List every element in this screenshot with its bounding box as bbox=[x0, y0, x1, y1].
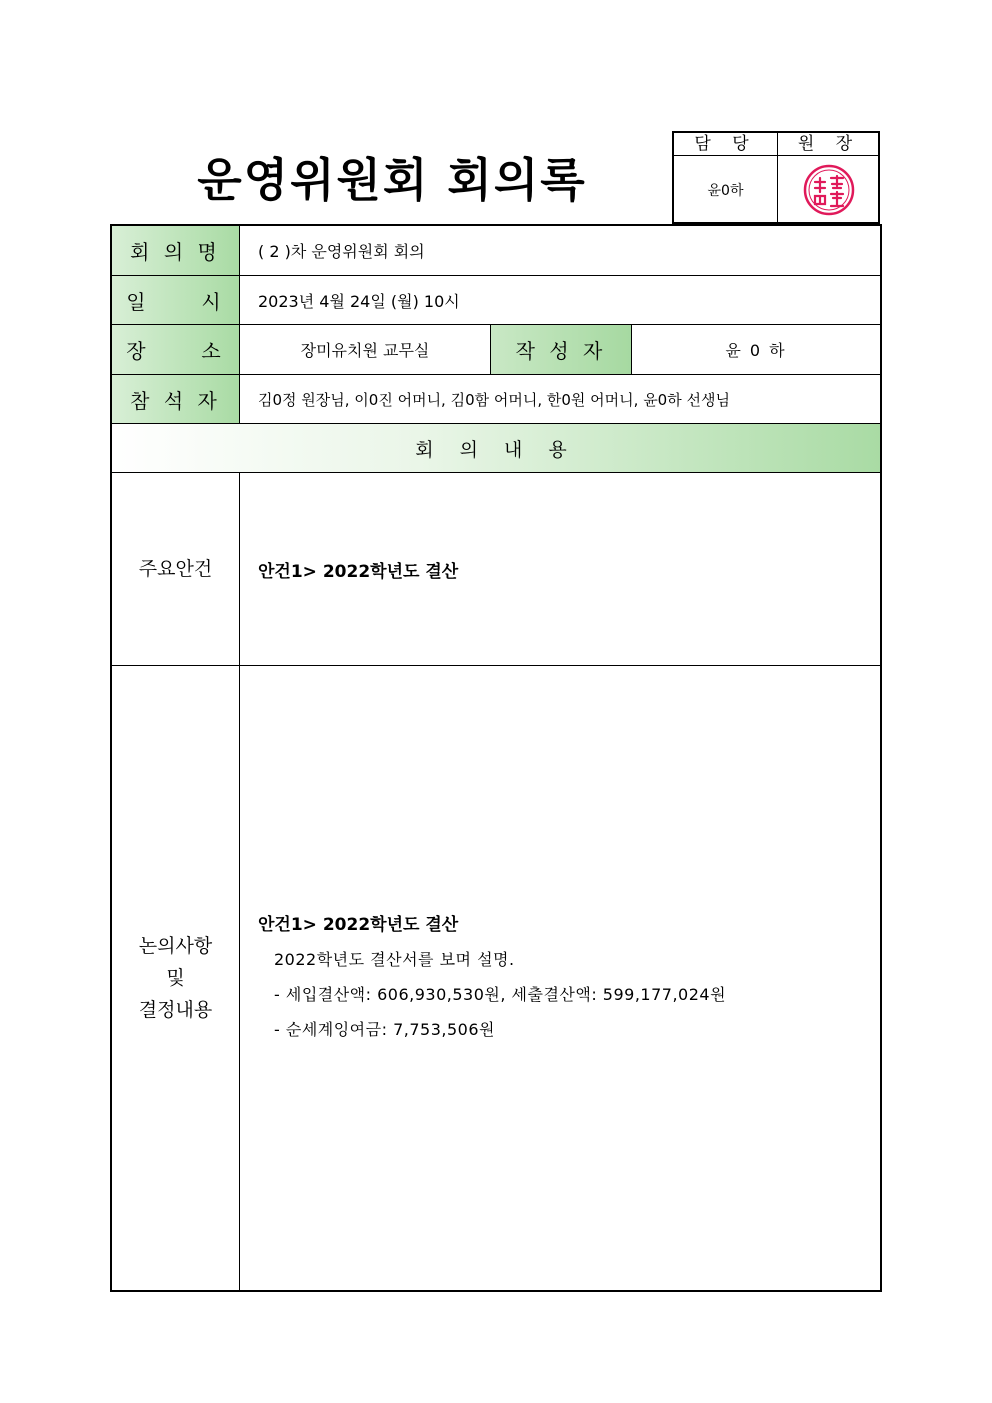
approval-director-column bbox=[778, 133, 880, 222]
discussion-label-line-3: 결정내용 bbox=[138, 999, 213, 1021]
section-header-content: 회 의 내 용 bbox=[112, 424, 880, 473]
row-agenda bbox=[112, 473, 880, 666]
seal-stamp-icon bbox=[803, 164, 855, 216]
approval-box bbox=[672, 131, 880, 224]
discussion-label-line-1: 논의사항 bbox=[138, 935, 213, 957]
row-discussion bbox=[112, 666, 880, 1290]
row-meeting-name bbox=[112, 226, 880, 276]
attendees-value: 김0정 원장님, 이0진 어머니, 김0함 어머니, 한0원 어머니, 윤0하 선생님 bbox=[258, 390, 730, 409]
discussion-content bbox=[240, 910, 880, 1052]
attendees-label: 참 석 자 bbox=[112, 375, 240, 423]
discussion-line-1: 2022학년도 결산서를 보며 설명. bbox=[274, 950, 515, 969]
discussion-line-2: - 세입결산액: 606,930,530원, 세출결산액: 599,177,024원 bbox=[274, 985, 727, 1004]
agenda-item: 안건1> 2022학년도 결산 bbox=[258, 561, 459, 582]
writer-label: 작 성 자 bbox=[490, 325, 632, 374]
datetime-label: 일 시 bbox=[112, 276, 240, 324]
approval-manager-column bbox=[674, 133, 778, 222]
discussion-label bbox=[112, 666, 240, 1290]
writer-value: 윤 0 하 bbox=[725, 341, 787, 360]
row-datetime bbox=[112, 276, 880, 325]
document-title: 운영위원회 회의록 bbox=[197, 153, 587, 207]
minutes-table bbox=[110, 224, 882, 1292]
discussion-label-line-2: 및 bbox=[166, 967, 185, 989]
place-label: 장 소 bbox=[112, 325, 240, 374]
approval-director-cell bbox=[778, 156, 880, 223]
datetime-value: 2023년 4월 24일 (월) 10시 bbox=[258, 291, 460, 311]
agenda-label: 주요안건 bbox=[112, 473, 240, 665]
approval-manager-header: 담 당 bbox=[674, 133, 777, 156]
approval-director-header: 원 장 bbox=[778, 133, 880, 156]
discussion-line-3: - 순세계잉여금: 7,753,506원 bbox=[274, 1020, 495, 1039]
row-place-writer bbox=[112, 325, 880, 375]
place-value: 장미유치원 교무실 bbox=[300, 341, 430, 360]
approval-manager-name: 윤0하 bbox=[707, 182, 744, 199]
row-attendees bbox=[112, 375, 880, 424]
discussion-head: 안건1> 2022학년도 결산 bbox=[258, 915, 459, 935]
meeting-name-value: ( 2 )차 운영위원회 회의 bbox=[258, 242, 425, 261]
meeting-name-label: 회 의 명 bbox=[112, 226, 240, 275]
